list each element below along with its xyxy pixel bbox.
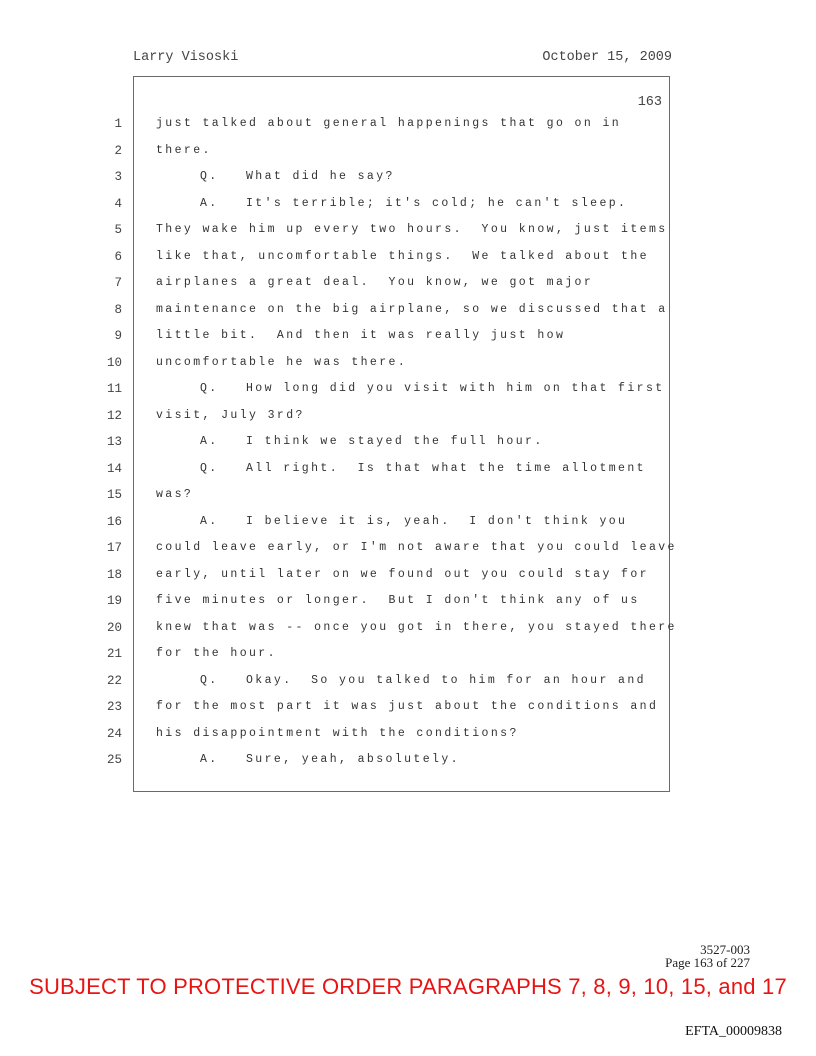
document-id: 3527-003 bbox=[700, 942, 750, 957]
speaker-marker: A. bbox=[200, 514, 219, 528]
line-text bbox=[156, 223, 668, 236]
line-content: for the hour. bbox=[156, 647, 277, 660]
transcript-line bbox=[0, 244, 816, 271]
line-content: like that, uncomfortable things. We talked about the bbox=[156, 249, 649, 263]
speaker-marker: A. bbox=[200, 196, 219, 210]
line-content: All right. Is that what the time allotment bbox=[246, 461, 646, 475]
line-content: What did he say? bbox=[246, 170, 395, 183]
speaker-marker: A. bbox=[200, 435, 219, 448]
bates-number: EFTA_00009838 bbox=[685, 1024, 782, 1039]
line-text bbox=[156, 117, 621, 130]
line-text bbox=[156, 727, 519, 740]
line-text bbox=[156, 594, 640, 607]
transcript-page-number: 163 bbox=[637, 95, 662, 110]
transcript-line bbox=[0, 668, 816, 695]
transcript-line bbox=[0, 535, 816, 562]
transcript-line bbox=[0, 456, 816, 483]
transcript-line bbox=[0, 509, 816, 536]
line-text bbox=[200, 435, 544, 448]
line-number: 19 bbox=[106, 594, 122, 608]
line-number: 23 bbox=[106, 700, 122, 714]
transcript-line bbox=[0, 482, 816, 509]
transcript-line bbox=[0, 350, 816, 377]
transcript-line bbox=[0, 164, 816, 191]
line-number: 4 bbox=[114, 196, 122, 211]
line-content: Okay. So you talked to him for an hour and bbox=[246, 673, 646, 687]
line-number: 5 bbox=[114, 223, 122, 237]
line-number: 9 bbox=[114, 329, 122, 343]
transcript-line bbox=[0, 694, 816, 721]
line-number: 8 bbox=[114, 302, 122, 317]
transcript-line bbox=[0, 641, 816, 668]
line-content: his disappointment with the conditions? bbox=[156, 726, 519, 740]
line-content: five minutes or longer. But I don't think any of us bbox=[156, 594, 640, 607]
line-number: 14 bbox=[106, 461, 122, 476]
line-number: 13 bbox=[106, 435, 122, 449]
transcript-line bbox=[0, 562, 816, 589]
speaker-marker: Q. bbox=[200, 461, 219, 475]
line-number: 20 bbox=[106, 620, 122, 635]
speaker-marker: Q. bbox=[200, 170, 219, 183]
transcript-line bbox=[0, 403, 816, 430]
transcript-line bbox=[0, 376, 816, 403]
line-text bbox=[200, 462, 646, 475]
transcript-line bbox=[0, 747, 816, 774]
line-content: there. bbox=[156, 143, 212, 157]
line-number: 7 bbox=[114, 276, 122, 290]
transcript-line bbox=[0, 615, 816, 642]
line-text bbox=[156, 568, 649, 581]
line-content: I believe it is, yeah. I don't think you bbox=[246, 514, 628, 528]
line-content: uncomfortable he was there. bbox=[156, 355, 408, 369]
line-number: 25 bbox=[106, 753, 122, 767]
line-content: I think we stayed the full hour. bbox=[246, 435, 544, 448]
transcript-line bbox=[0, 191, 816, 218]
line-text bbox=[200, 674, 646, 687]
line-text bbox=[156, 647, 277, 660]
line-content: just talked about general happenings that go on in bbox=[156, 117, 622, 130]
line-text bbox=[200, 170, 395, 183]
line-number: 12 bbox=[106, 408, 122, 423]
line-text bbox=[156, 303, 668, 316]
transcript-line bbox=[0, 429, 816, 456]
transcript-line bbox=[0, 111, 816, 138]
line-content: knew that was -- once you got in there, you stayed there bbox=[156, 620, 677, 634]
line-number: 22 bbox=[106, 673, 122, 688]
line-number: 17 bbox=[106, 541, 122, 555]
line-text bbox=[200, 382, 665, 395]
transcript-line bbox=[0, 297, 816, 324]
line-text bbox=[200, 753, 460, 766]
line-content: maintenance on the big airplane, so we discussed that a bbox=[156, 302, 668, 316]
line-content: How long did you visit with him on that first bbox=[246, 382, 665, 395]
protective-order-notice: SUBJECT TO PROTECTIVE ORDER PARAGRAPHS 7, 8, 9, 10, 15, and 17 bbox=[29, 974, 787, 999]
line-text bbox=[156, 541, 677, 554]
line-content: early, until later on we found out you could stay for bbox=[156, 567, 649, 581]
line-content: Sure, yeah, absolutely. bbox=[246, 753, 460, 766]
speaker-marker: Q. bbox=[200, 673, 219, 687]
line-text bbox=[156, 700, 658, 713]
line-number: 2 bbox=[114, 143, 122, 158]
line-text bbox=[156, 488, 193, 501]
line-number: 15 bbox=[106, 488, 122, 502]
line-text bbox=[156, 329, 565, 342]
line-number: 24 bbox=[106, 726, 122, 741]
line-content: little bit. And then it was really just how bbox=[156, 329, 566, 342]
line-text bbox=[156, 276, 593, 289]
line-number: 16 bbox=[106, 514, 122, 529]
line-content: could leave early, or I'm not aware that you could leave bbox=[156, 541, 677, 554]
line-content: for the most part it was just about the conditions and bbox=[156, 700, 659, 713]
line-number: 21 bbox=[106, 647, 122, 661]
page-count: Page 163 of 227 bbox=[665, 955, 750, 970]
line-content: airplanes a great deal. You know, we got major bbox=[156, 276, 594, 289]
line-content: visit, July 3rd? bbox=[156, 408, 305, 422]
line-content: It's terrible; it's cold; he can't sleep. bbox=[246, 196, 628, 210]
line-text bbox=[200, 515, 627, 528]
transcript-line bbox=[0, 588, 816, 615]
line-content: was? bbox=[156, 488, 194, 501]
line-text bbox=[156, 621, 677, 634]
line-text bbox=[156, 250, 649, 263]
transcript-line bbox=[0, 217, 816, 244]
transcript-line bbox=[0, 138, 816, 165]
transcript-line bbox=[0, 323, 816, 350]
line-number: 11 bbox=[106, 382, 122, 396]
line-number: 1 bbox=[114, 117, 122, 131]
speaker-marker: Q. bbox=[200, 382, 219, 395]
line-number: 18 bbox=[106, 567, 122, 582]
speaker-marker: A. bbox=[200, 753, 219, 766]
line-text bbox=[156, 144, 212, 157]
line-content: They wake him up every two hours. You know, just items bbox=[156, 223, 668, 236]
transcript-line bbox=[0, 270, 816, 297]
line-number: 6 bbox=[114, 249, 122, 264]
line-text bbox=[200, 197, 627, 210]
line-text bbox=[156, 356, 407, 369]
witness-name: Larry Visoski bbox=[133, 50, 239, 65]
line-text bbox=[156, 409, 305, 422]
deposition-date: October 15, 2009 bbox=[542, 50, 672, 65]
line-number: 10 bbox=[106, 355, 122, 370]
line-number: 3 bbox=[114, 170, 122, 184]
transcript-line bbox=[0, 721, 816, 748]
